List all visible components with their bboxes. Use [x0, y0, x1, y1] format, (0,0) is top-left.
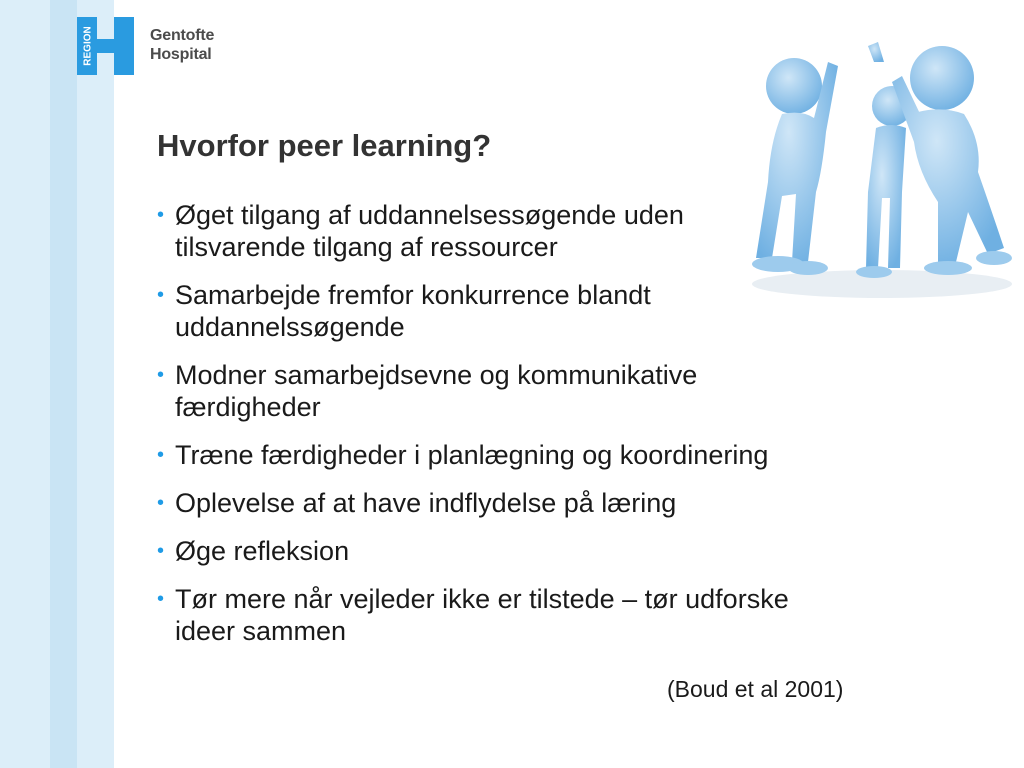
logo-line-hospital: Hospital — [150, 46, 212, 63]
bullet-4-line-1: Træne færdigheder i planlægning og koordinering — [175, 440, 769, 470]
bullet-list — [157, 199, 987, 663]
bullet-item-4 — [157, 439, 987, 471]
bullet-5-line-1: Oplevelse af at have indflydelse på læring — [175, 488, 677, 518]
bullet-item-6 — [157, 535, 987, 567]
logo-line-gentofte: Gentofte — [150, 27, 215, 44]
slide-title: Hvorfor peer learning? — [157, 128, 492, 163]
bullet-6-line-1: Øge refleksion — [175, 536, 350, 566]
bullet-marker: • — [157, 588, 165, 610]
bullet-3-line-1: Modner samarbejdsevne og kommunikative — [175, 360, 698, 390]
bullet-3-line-2: færdigheder — [175, 392, 321, 422]
bullet-marker: • — [157, 284, 165, 306]
bullet-marker: • — [157, 540, 165, 562]
bullet-item-5 — [157, 487, 987, 519]
bullet-item-7 — [157, 583, 987, 647]
logo-wordmark — [150, 26, 214, 64]
bullet-2-line-1: Samarbejde fremfor konkurrence blandt — [175, 280, 651, 310]
bullet-7-line-1: Tør mere når vejleder ikke er tilstede – tør udforske — [175, 584, 789, 614]
bullet-item-2 — [157, 279, 987, 343]
left-inner-stripe — [50, 0, 77, 768]
bullet-marker: • — [157, 364, 165, 386]
bullet-marker: • — [157, 444, 165, 466]
bullet-2-line-2: uddannelssøgende — [175, 312, 405, 342]
bullet-marker: • — [157, 204, 165, 226]
citation: (Boud et al 2001) — [667, 676, 844, 702]
bullet-item-1 — [157, 199, 987, 263]
region-h-logo-icon — [77, 17, 134, 75]
bullet-7-line-2: ideer sammen — [175, 616, 347, 646]
bullet-1-line-1: Øget tilgang af uddannelsessøgende uden — [175, 200, 684, 230]
bullet-item-3 — [157, 359, 987, 423]
bullet-marker: • — [157, 492, 165, 514]
region-hospital-logo — [77, 17, 237, 77]
bullet-1-line-2: tilsvarende tilgang af ressourcer — [175, 232, 558, 262]
logo-region-text: REGION — [82, 26, 94, 66]
